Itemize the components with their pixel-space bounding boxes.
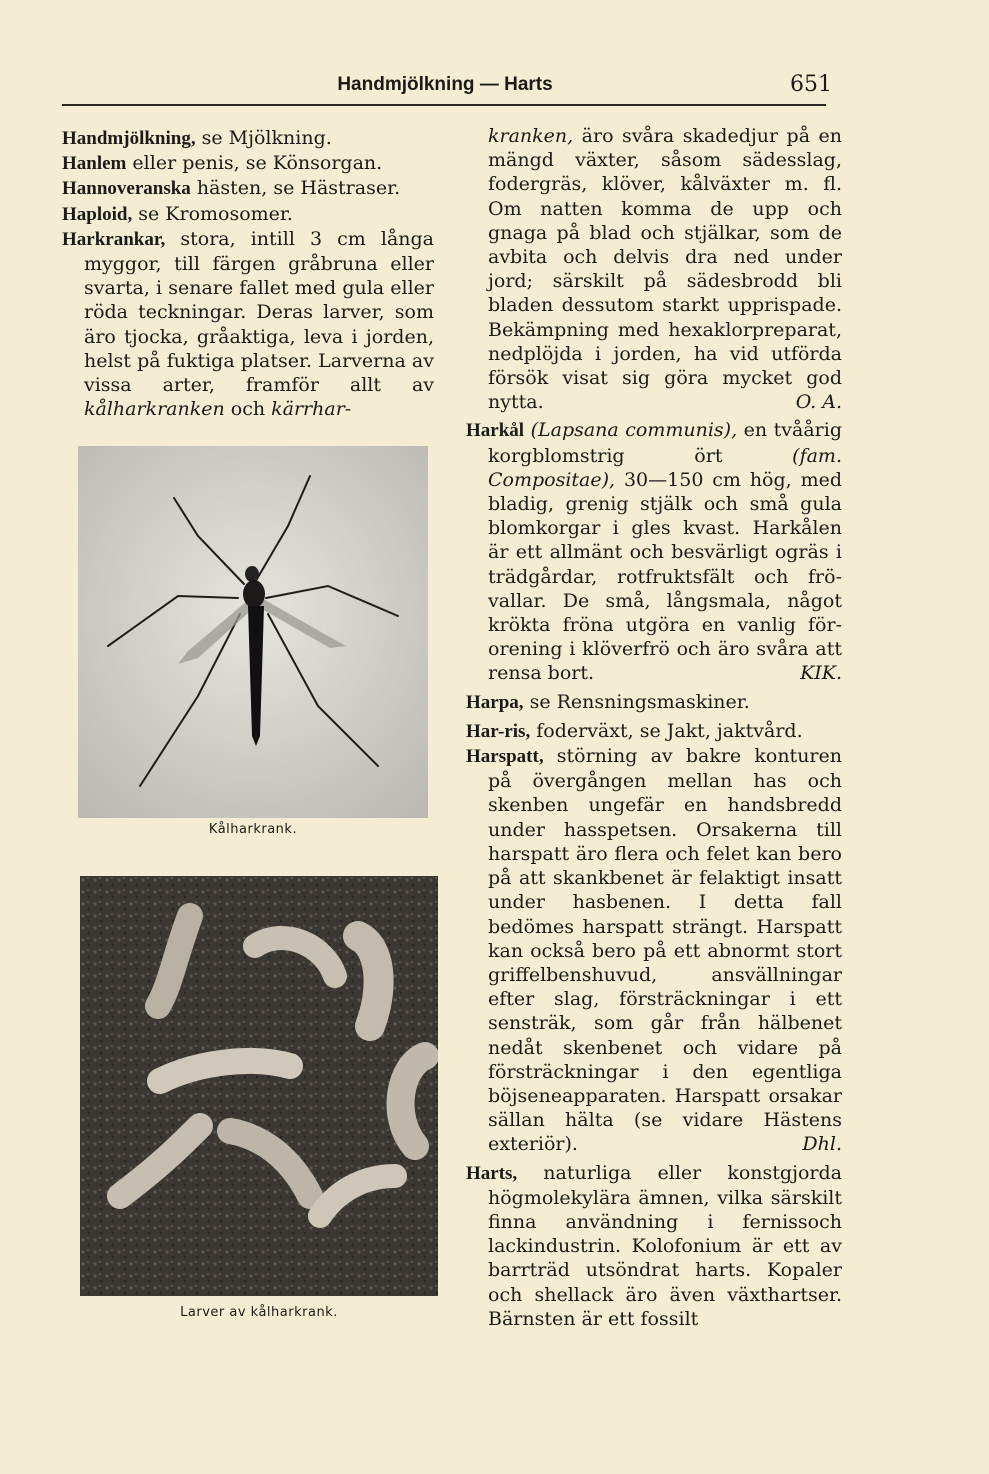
left-column [62, 126, 434, 421]
entry-hannoveranska: Hannoveranska hästen, se Hästraser. [62, 177, 401, 200]
page-number: 651 [790, 72, 832, 97]
crane-fly-illustration [78, 446, 428, 818]
right-column [466, 124, 842, 1331]
figure-caption-1: Kålharkrank. [208, 822, 298, 837]
entry-harkrankar-continued: kranken, äro svåra skadedjur på en mängd växter, såsom sädesslag, fodergräs, klöver, kålväxter m. fl. Om natten komma de upp och gnaga på blad och stjälkar, som de avbita och delvis dra ned under jord; särskilt på sädesbrodd bli bladen dessutom starkt upprispade. Bekämpning med hexaklorpreparat, nedplöjda i jorden, ha vid utförda försök visat sig göra mycket god nytta. O. A. [488, 125, 842, 414]
entry-haploid: Haploid, se Kromosomer. [62, 202, 293, 225]
entry-hanlem: Hanlem eller penis, se Könsorgan. [62, 152, 383, 175]
entry-handmjolkning: Handmjölkning, se Mjölkning. [62, 127, 332, 149]
entry-harspatt: Harspatt, störning av bakre konturen på övergången mellan has och skenben ungefär en handsbredd under hasspetsen. Orsakerna till harspatt äro flera och felet kan bero på att skankbenet är felaktigt insatt under hasbenen. I detta fall bedömes harspatt strängt. Harspatt kan också bero på ett abnormt stort griffelbenshuvud, ansvällningar efter slag, försträckningar i ett sensträk, som går från hälbenet nedåt skenbenet och vidare på försträckningar i den egentliga böjseneapparaten. Harspatt orsakar sällan hälta (se vidare Hästens exteriör). Dhl. [466, 745, 842, 1156]
entry-harkrankar: Harkrankar, stora, intill 3 cm långa myggor, till färgen gråbruna eller svarta, i senare fallet med gula eller röda teckningar. Deras larver, som äro tjocka, gråaktiga, leva i jorden, helst på fuktiga platser. Larverna av vissa arter, framför allt av kålharkranken och kärrhar- [62, 227, 434, 421]
entry-harkal: Harkål (Lapsana communis), en tvåårig korgblomstrig ört (fam. Compositae), 30—150 cm hög, med bladig, grenig stjälk och små gula blomkorgar i gles kvast. Harkålen är ett allmänt och besvärligt ogräs i trädgårdar, rotfruktsfält och frövallar. De små, långsmala, något krökta fröna utgöra en vanlig förorening i klöverfrö och äro svåra att rensa bort. KIK. [466, 419, 843, 685]
author-signature: O. A. [795, 391, 842, 414]
author-signature: Dhl. [802, 1133, 842, 1156]
running-header: Handmjölkning — Harts [337, 74, 553, 95]
author-signature: KIK. [800, 662, 842, 685]
entry-harts: Harts, naturliga eller konstgjorda högmolekylära ämnen, vilka särskilt finna användning i fernissoch lackindustrin. Kolofonium är ett av barrträd utsöndrat harts. Kopaler och shellack äro även växthartser. Bärnsten är ett fossilt [466, 1161, 842, 1330]
larvae-photo [80, 876, 438, 1296]
figure-caption-2: Larver av kålharkrank. [180, 1305, 338, 1320]
crane-fly-photo [78, 446, 428, 818]
header-rule [62, 104, 826, 106]
larvae-illustration [80, 876, 438, 1296]
entry-harpa: Harpa, se Rensningsmaskiner. [466, 690, 750, 713]
entry-har-ris: Har-ris, foderväxt, se Jakt, jaktvård. [466, 719, 803, 742]
